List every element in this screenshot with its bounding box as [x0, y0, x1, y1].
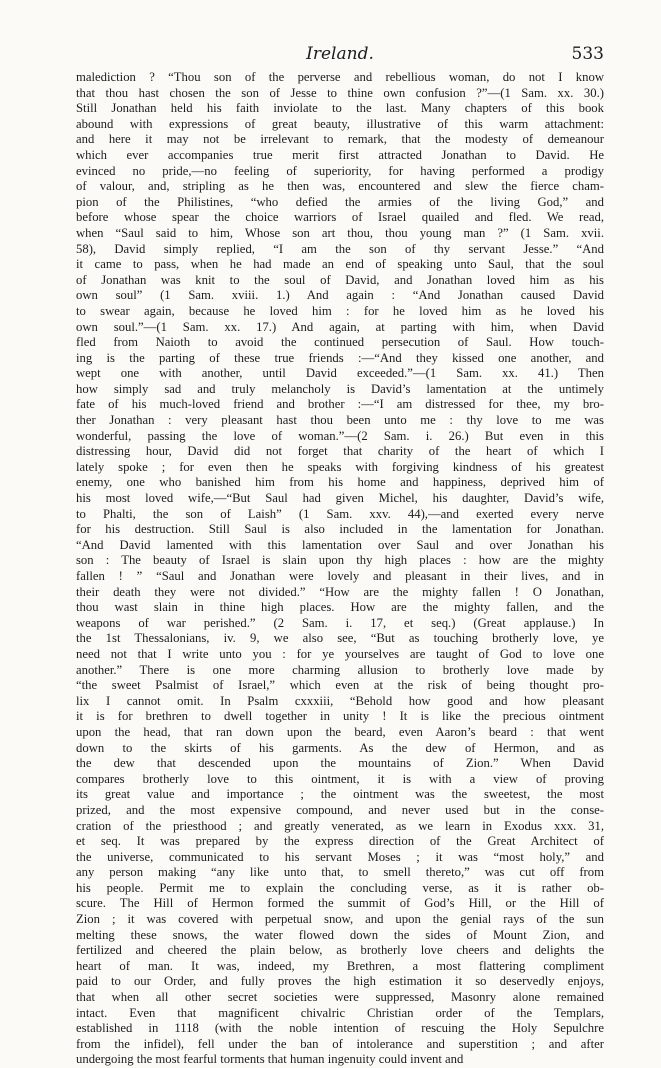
text-line: lately spoke ; for even then he speaks with forgiving kindness of his greatest [76, 459, 604, 474]
text-line: established in 1118 (with the noble intention of rescuing the Holy Sepulchre [76, 1021, 604, 1036]
text-line: “And David lamented with this lamentation over Saul and over Jonathan his [76, 537, 604, 552]
text-line: heart of man. It was, indeed, my Brethren, a most flattering compliment [76, 958, 604, 973]
text-line: undergoing the most fearful torments that human ingenuity could invent and [76, 1052, 464, 1067]
text-line: the dew that descended upon the mountains of Zion.” When David [76, 756, 604, 771]
text-line: et seq. It was prepared by the express direction of the Great Architect of [76, 834, 604, 849]
text-line: son : The beauty of Israel is slain upon thy high places : how are the mighty [76, 553, 604, 568]
text-line: their death they were not divided.” “How are the mighty fallen ! O Jonathan, [76, 584, 604, 599]
text-line: wonderful, passing the love of woman.”—(2 Sam. i. 26.) But even in this [76, 428, 604, 443]
running-title: Ireland. [306, 44, 374, 64]
text-line: pion of the Philistines, “who defied the armies of the living God,” and [76, 194, 604, 209]
text-line: cration of the priesthood ; and greatly venerated, as we learn in Exodus xxx. 31, [76, 818, 604, 833]
page-number: 533 [571, 44, 604, 64]
text-line: his most loved wife,—“But Saul had given Michel, his daughter, David’s wife, [76, 491, 604, 506]
text-line: thou wast slain in thine high places. How are the mighty fallen, and the [76, 600, 604, 615]
text-line: from the infidel), fell under the ban of intolerance and superstition ; and after [76, 1036, 604, 1051]
text-line: ing is the parting of these true friends :—“And they kissed one another, and [76, 350, 604, 365]
text-line: own soul.”—(1 Sam. xx. 17.) And again, at parting with him, when David [76, 319, 604, 334]
text-line: his people. Permit me to explain the concluding verse, as it is rather ob- [76, 880, 604, 895]
text-line: how simply sad and truly melancholy is David’s lamentation at the untimely [76, 381, 604, 396]
text-line: weapons of war perished.” (2 Sam. i. 17, et seq.) (Great applause.) In [76, 615, 604, 630]
text-line: “the sweet Psalmist of Israel,” which even at the risk of being thought pro- [76, 678, 604, 693]
text-line: to swear again, because he loved him : for he loved him as he loved his [76, 303, 604, 318]
text-line: Still Jonathan held his faith inviolate to the last. Many chapters of this book [76, 101, 604, 116]
page-header [76, 40, 604, 70]
text-line: wept one with another, until David exceeded.”—(1 Sam. xx. 41.) Then [76, 366, 604, 381]
text-line: paid to our Order, and fully proves the high estimation it so deservedly enjoys, [76, 974, 604, 989]
text-line: for his destruction. Still Saul is also included in the lamentation for Jonathan. [76, 522, 604, 537]
text-line: compares brotherly love to this ointment, it is with a view of proving [76, 771, 604, 786]
text-line: it came to pass, when he had made an end of speaking unto Saul, that the soul [76, 257, 604, 272]
text-line: the 1st Thessalonians, iv. 9, we also see, “But as touching brotherly love, ye [76, 631, 604, 646]
text-line: of Jonathan was knit to the soul of David, and Jonathan loved him as his [76, 272, 604, 287]
text-line: and here it may not be irrelevant to remark, that the modesty of demeanour [76, 132, 604, 147]
book-page [76, 40, 604, 1068]
text-line: that when all other secret societies were suppressed, Masonry alone remained [76, 990, 604, 1005]
text-line: fate of his much-loved friend and brother :—“I am distressed for thee, my bro- [76, 397, 604, 412]
text-line: melting these snows, the water flowed down the sides of Mount Zion, and [76, 927, 604, 942]
text-line: intact. Even that magnificent chivalric Christian order of the Templars, [76, 1005, 604, 1020]
text-line: its great value and importance ; the ointment was the sweetest, the most [76, 787, 604, 802]
text-line: that thou hast chosen the son of Jesse to thine own confusion ?”—(1 Sam. xx. 30.) [76, 85, 604, 100]
text-line: fallen ! ” “Saul and Jonathan were lovely and pleasant in their lives, and in [76, 569, 604, 583]
text-line: before whose spear the choice warriors of Israel quailed and fled. We read, [76, 210, 604, 225]
text-line: Zion ; it was covered with perpetual snow, and upon the genial rays of the sun [76, 912, 604, 927]
text-line: another.” There is one more charming allusion to brotherly love made by [76, 662, 604, 677]
text-line: scure. The Hill of Hermon formed the summit of God’s Hill, or the Hill of [76, 896, 604, 911]
text-line: the universe, communicated to his servant Moses ; it was “most holy,” and [76, 849, 604, 864]
text-line: which ever accompanies true merit first attracted Jonathan to David. He [76, 147, 604, 162]
text-line: distressing hour, David did not forget that charity of the heart of which I [76, 444, 604, 459]
text-line: enemy, one who banished him from his home and happiness, deprived him of [76, 475, 604, 490]
text-line: evinced no pride,—no feeling of superiority, for having performed a prodigy [76, 163, 604, 178]
text-line: upon the head, that ran down upon the beard, even Aaron’s beard : that went [76, 724, 604, 739]
text-line: ther Jonathan : very pleasant hast thou been unto me : thy love to me was [76, 413, 604, 428]
text-line: fled from Naioth to avoid the continued persecution of Saul. How touch- [76, 335, 604, 350]
body-text [76, 70, 604, 1068]
text-line: to Phalti, the son of Laish” (1 Sam. xxv. 44),—and exerted every nerve [76, 506, 604, 521]
text-line: need not that I write unto you : for ye yourselves are taught of God to love one [76, 646, 604, 661]
text-line: abound with expressions of great beauty, illustrative of this warm attachment: [76, 116, 604, 131]
text-line: prized, and the most expensive compound, and never used but in the conse- [76, 802, 604, 817]
text-line: when “Saul said to him, Whose son art thou, thou young man ?” (1 Sam. xvii. [76, 225, 604, 240]
text-line: fertilized and cheered the plain below, as brotherly love cheers and delights the [76, 943, 604, 958]
text-line: down to the skirts of his garments. As the dew of Hermon, and as [76, 740, 604, 755]
text-line: any person making “any like unto that, to smell thereto,” was cut off from [76, 865, 604, 880]
text-line: lix I cannot omit. In Psalm cxxxiii, “Behold how good and how pleasant [76, 693, 604, 708]
text-line: of valour, and, stripling as he then was, encountered and slew the fierce cham- [76, 179, 604, 194]
text-line: own soul” (1 Sam. xviii. 1.) And again : “And Jonathan caused David [76, 288, 604, 303]
text-line: 58), David simply replied, “I am the son of thy servant Jesse.” “And [76, 241, 604, 256]
text-line: malediction ? “Thou son of the perverse and rebellious woman, do not I know [76, 70, 604, 84]
text-line: it is for brethren to dwell together in unity ! It is like the precious ointment [76, 709, 604, 724]
